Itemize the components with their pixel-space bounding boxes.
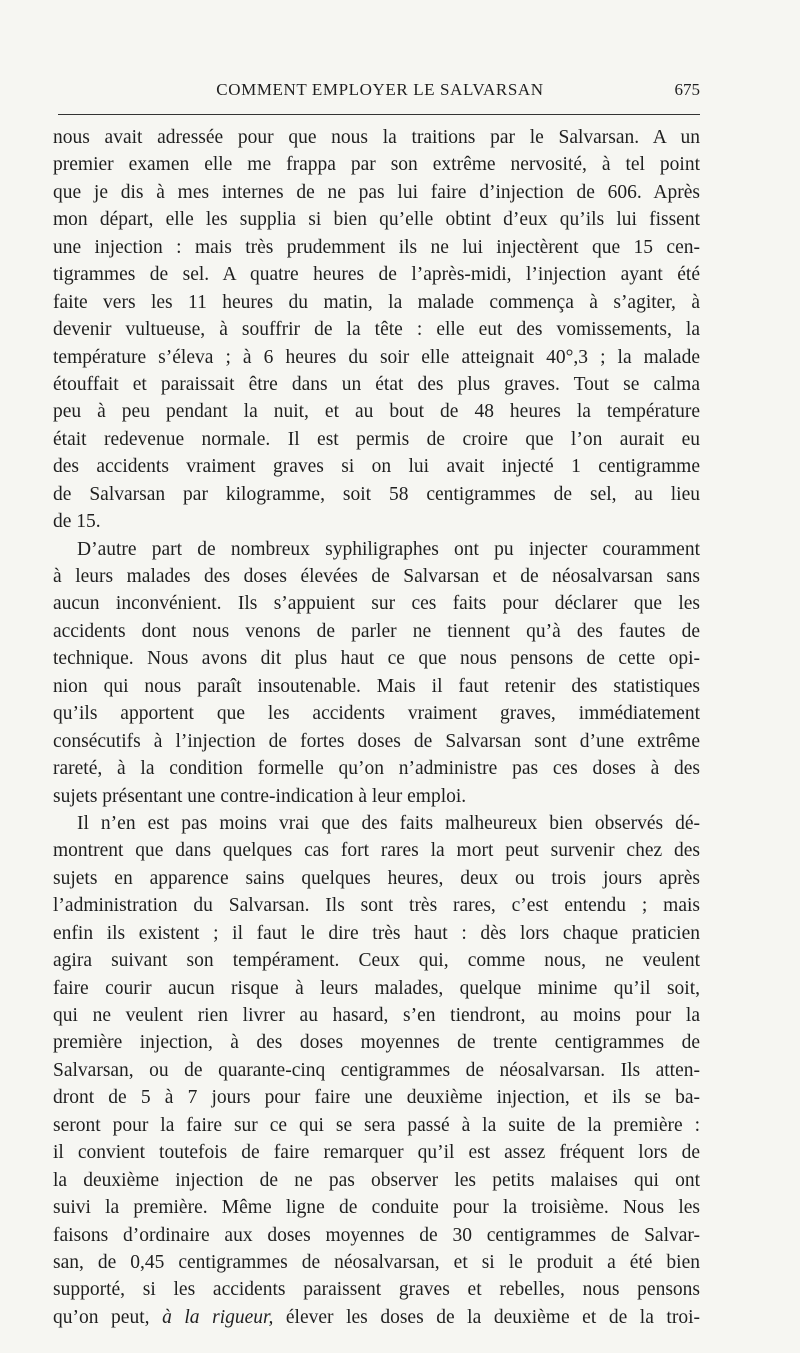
text-line: l’administration du Salvarsan. Ils sont très rares, c’est entendu ; mais (53, 895, 700, 917)
text-line: Il n’en est pas moins vrai que des faits malheureux bien observés dé- (77, 812, 700, 834)
text-line: rareté, à la condition formelle qu’on n’administre pas ces doses à des (53, 758, 700, 780)
text-line: aucun inconvénient. Ils s’appuient sur ces faits pour déclarer que les (53, 593, 700, 615)
text-line: accidents dont nous venons de parler ne tiennent qu’à des fautes de (53, 620, 700, 642)
body-text (53, 124, 700, 1331)
final-line-end: élever les doses de la deuxième et de la troi- (273, 1306, 700, 1328)
text-line: faire courir aucun risque à leurs malades, quelque minime qu’il soit, (53, 977, 700, 999)
paragraph-3 (53, 810, 700, 1331)
text-line: premier examen elle me frappa par son extrême nervosité, à tel point (53, 154, 700, 176)
text-line-final (53, 1304, 700, 1331)
italic-phrase: à la rigueur, (162, 1306, 274, 1328)
text-line: agira suivant son tempérament. Ceux qui, comme nous, ne veulent (53, 950, 700, 972)
text-line: première injection, à des doses moyennes de trente centigrammes de (53, 1032, 700, 1054)
running-header (60, 78, 700, 102)
text-line: seront pour la faire sur ce qui se sera passé à la suite de la première : (53, 1114, 700, 1136)
text-line: enfin ils existent ; il faut le dire très haut : dès lors chaque praticien (53, 922, 700, 944)
text-line: était redevenue normale. Il est permis de croire que l’on aurait eu (53, 428, 700, 450)
text-line: nion qui nous paraît insoutenable. Mais il faut retenir des statistiques (53, 675, 700, 697)
text-line: à leurs malades des doses élevées de Salvarsan et de néosalvarsan sans (53, 566, 700, 587)
text-line: D’autre part de nombreux syphiligraphes ont pu injecter couramment (77, 538, 700, 560)
text-line: peu à peu pendant la nuit, et au bout de 48 heures la température (53, 401, 700, 423)
page-number: 675 (674, 80, 700, 99)
text-line: étouffait et paraissait être dans un état des plus graves. Tout se calma (53, 373, 700, 395)
text-line: supporté, si les accidents paraissent graves et rebelles, nous pensons (53, 1279, 700, 1301)
final-line-start: qu’on peut, (53, 1306, 163, 1328)
text-line: il convient toutefois de faire remarquer qu’il est assez fréquent lors de (53, 1142, 700, 1164)
text-line: de 15. (53, 511, 101, 533)
text-line: qu’ils apportent que les accidents vraiment graves, immédiatement (53, 703, 700, 725)
text-line: suivi la première. Même ligne de conduite pour la troisième. Nous les (53, 1197, 700, 1219)
text-line: technique. Nous avons dit plus haut ce que nous pensons de cette opi- (53, 648, 700, 670)
header-rule (58, 114, 700, 115)
text-line: une injection : mais très prudemment ils ne lui injectèrent que 15 cen- (53, 236, 700, 258)
text-line: mon départ, elle les supplia si bien qu’elle obtint d’eux qu’ils lui fissent (53, 209, 700, 231)
text-line: sujets présentant une contre-indication à leur emploi. (53, 785, 467, 807)
text-line: san, de 0,45 centigrammes de néosalvarsan, et si le produit a été bien (53, 1251, 700, 1273)
paragraph-2 (53, 536, 700, 810)
text-line: nous avait adressée pour que nous la traitions par le Salvarsan. A un (53, 127, 700, 148)
text-line: des accidents vraiment graves si on lui avait injecté 1 centigramme (53, 456, 700, 478)
text-line: température s’éleva ; à 6 heures du soir elle atteignait 40°,3 ; la malade (53, 346, 700, 368)
text-line: de Salvarsan par kilogramme, soit 58 centigrammes de sel, au lieu (53, 483, 700, 505)
text-line: consécutifs à l’injection de fortes doses de Salvarsan sont d’une extrême (53, 730, 700, 752)
text-line: Salvarsan, ou de quarante-cinq centigrammes de néosalvarsan. Ils atten- (53, 1059, 700, 1081)
text-line: dront de 5 à 7 jours pour faire une deuxième injection, et ils se ba- (53, 1087, 700, 1109)
text-line: faisons d’ordinaire aux doses moyennes de 30 centigrammes de Salvar- (53, 1224, 700, 1246)
text-line: devenir vultueuse, à souffrir de la tête : elle eut des vomissements, la (53, 319, 700, 341)
text-line: qui ne veulent rien livrer au hasard, s’en tiendront, au moins pour la (53, 1005, 700, 1026)
text-line: tigrammes de sel. A quatre heures de l’après-midi, l’injection ayant été (53, 264, 700, 286)
text-line: que je dis à mes internes de ne pas lui faire d’injection de 606. Après (53, 181, 700, 203)
text-line: sujets en apparence sains quelques heures, deux ou trois jours après (53, 867, 700, 889)
text-line: la deuxième injection de ne pas observer les petits malaises qui ont (53, 1169, 700, 1191)
paragraph-1 (53, 124, 700, 536)
text-line: faite vers les 11 heures du matin, la malade commença à s’agiter, à (53, 291, 700, 313)
running-title: COMMENT EMPLOYER LE SALVARSAN (216, 80, 544, 99)
text-line: montrent que dans quelques cas fort rares la mort peut survenir chez des (53, 840, 700, 862)
